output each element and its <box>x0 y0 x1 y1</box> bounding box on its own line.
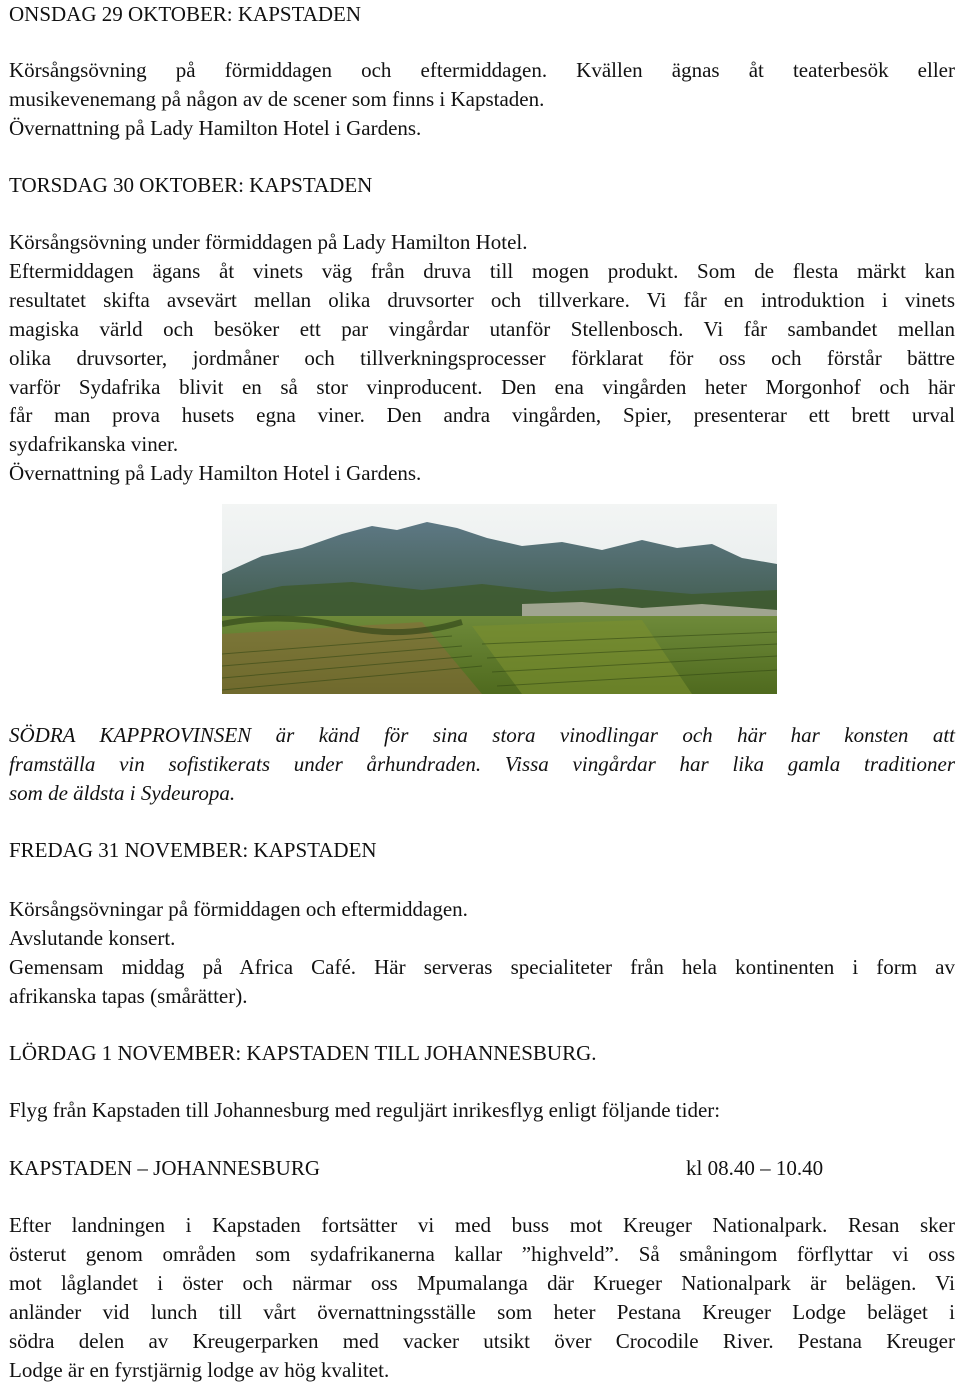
caption-line: som de äldsta i Sydeuropa. <box>9 780 236 805</box>
day1-line: musikevenemang på någon av de scener som finns i Kapstaden. <box>9 86 545 111</box>
day2-line: får man prova husets egna viner. Den andra vingården, Spier, presenterar ett brett urval <box>9 403 955 428</box>
day2-line: Övernattning på Lady Hamilton Hotel i Gardens. <box>9 461 422 486</box>
day3-heading: FREDAG 31 NOVEMBER: KAPSTADEN <box>9 838 377 862</box>
day2-line: varför Sydafrika blivit en så stor vinproducent. Den ena vingården heter Morgonhof och här <box>9 374 955 399</box>
day3-line: Körsångsövningar på förmiddagen och eftermiddagen. <box>9 897 468 921</box>
day2-line: Eftermiddagen ägans åt vinets väg från druva till mogen produkt. Som de flesta märkt kan <box>9 258 955 283</box>
day4-intro: Flyg från Kapstaden till Johannesburg med reguljärt inrikesflyg enligt följande tider: <box>9 1098 721 1122</box>
day4-line: mot låglandet i öster och närmar oss Mpumalanga där Krueger Nationalpark är belägen. Vi <box>9 1270 955 1295</box>
day4-heading: LÖRDAG 1 NOVEMBER: KAPSTADEN TILL JOHANNESBURG. <box>9 1041 597 1065</box>
day2-line: sydafrikanska viner. <box>9 432 179 457</box>
day1-line: Körsångsövning på förmiddagen och eftermiddagen. Kvällen ägnas åt teaterbesök eller <box>9 58 955 82</box>
day2-line: resultatet skifta avsevärt mellan olika druvsorter och tillverkare. Vi får en introduktion i vinets <box>9 287 955 312</box>
day4-line: anländer vid lunch till vårt övernattningsställe som heter Pestana Kreuger Lodge beläget i <box>9 1299 955 1324</box>
day4-line: Lodge är en fyrstjärnig lodge av hög kvalitet. <box>9 1357 390 1382</box>
day2-line: olika druvsorter, jordmåner och tillverkningsprocesser förklarat för oss och förstår bättre <box>9 345 955 370</box>
vineyard-landscape-image <box>222 504 777 694</box>
day4-line: österut genom områden som sydafrikanerna kallar ”highveld”. Så småningom förflyttar vi oss <box>9 1241 955 1266</box>
day2-paragraph <box>9 228 955 488</box>
day2-heading: TORSDAG 30 OKTOBER: KAPSTADEN <box>9 173 373 197</box>
photo-caption <box>9 721 955 808</box>
flight-route: KAPSTADEN – JOHANNESBURG <box>9 1156 321 1180</box>
day3-line: Gemensam middag på Africa Café. Här serveras specialiteter från hela kontinenten i form av <box>9 954 955 979</box>
day1-paragraph <box>9 56 955 143</box>
day4-paragraph <box>9 1211 955 1384</box>
day1-heading: ONSDAG 29 OKTOBER: KAPSTADEN <box>9 2 362 26</box>
day4-line: södra delen av Kreugerparken med vacker utsikt över Crocodile River. Pestana Kreuger <box>9 1328 955 1353</box>
flight-time: kl 08.40 – 10.40 <box>686 1156 824 1180</box>
day2-line: Körsångsövning under förmiddagen på Lady Hamilton Hotel. <box>9 230 528 254</box>
day1-line: Övernattning på Lady Hamilton Hotel i Gardens. <box>9 115 422 140</box>
day3-paragraph <box>9 895 955 1011</box>
caption-line: SÖDRA KAPPROVINSEN är känd för sina stora vinodlingar och här har konsten att <box>9 723 955 747</box>
day3-line: Avslutande konsert. <box>9 925 176 950</box>
day4-line: Efter landningen i Kapstaden fortsätter vi med buss mot Kreuger Nationalpark. Resan sker <box>9 1213 955 1237</box>
day3-line: afrikanska tapas (smårätter). <box>9 983 248 1008</box>
vineyard-photo <box>222 504 777 694</box>
day2-line: magiska värld och besöker ett par vingårdar utanför Stellenbosch. Vi får sambandet mellan <box>9 316 955 341</box>
caption-line: framställa vin sofistikerats under århundraden. Vissa vingårdar har lika gamla traditioner <box>9 751 955 776</box>
